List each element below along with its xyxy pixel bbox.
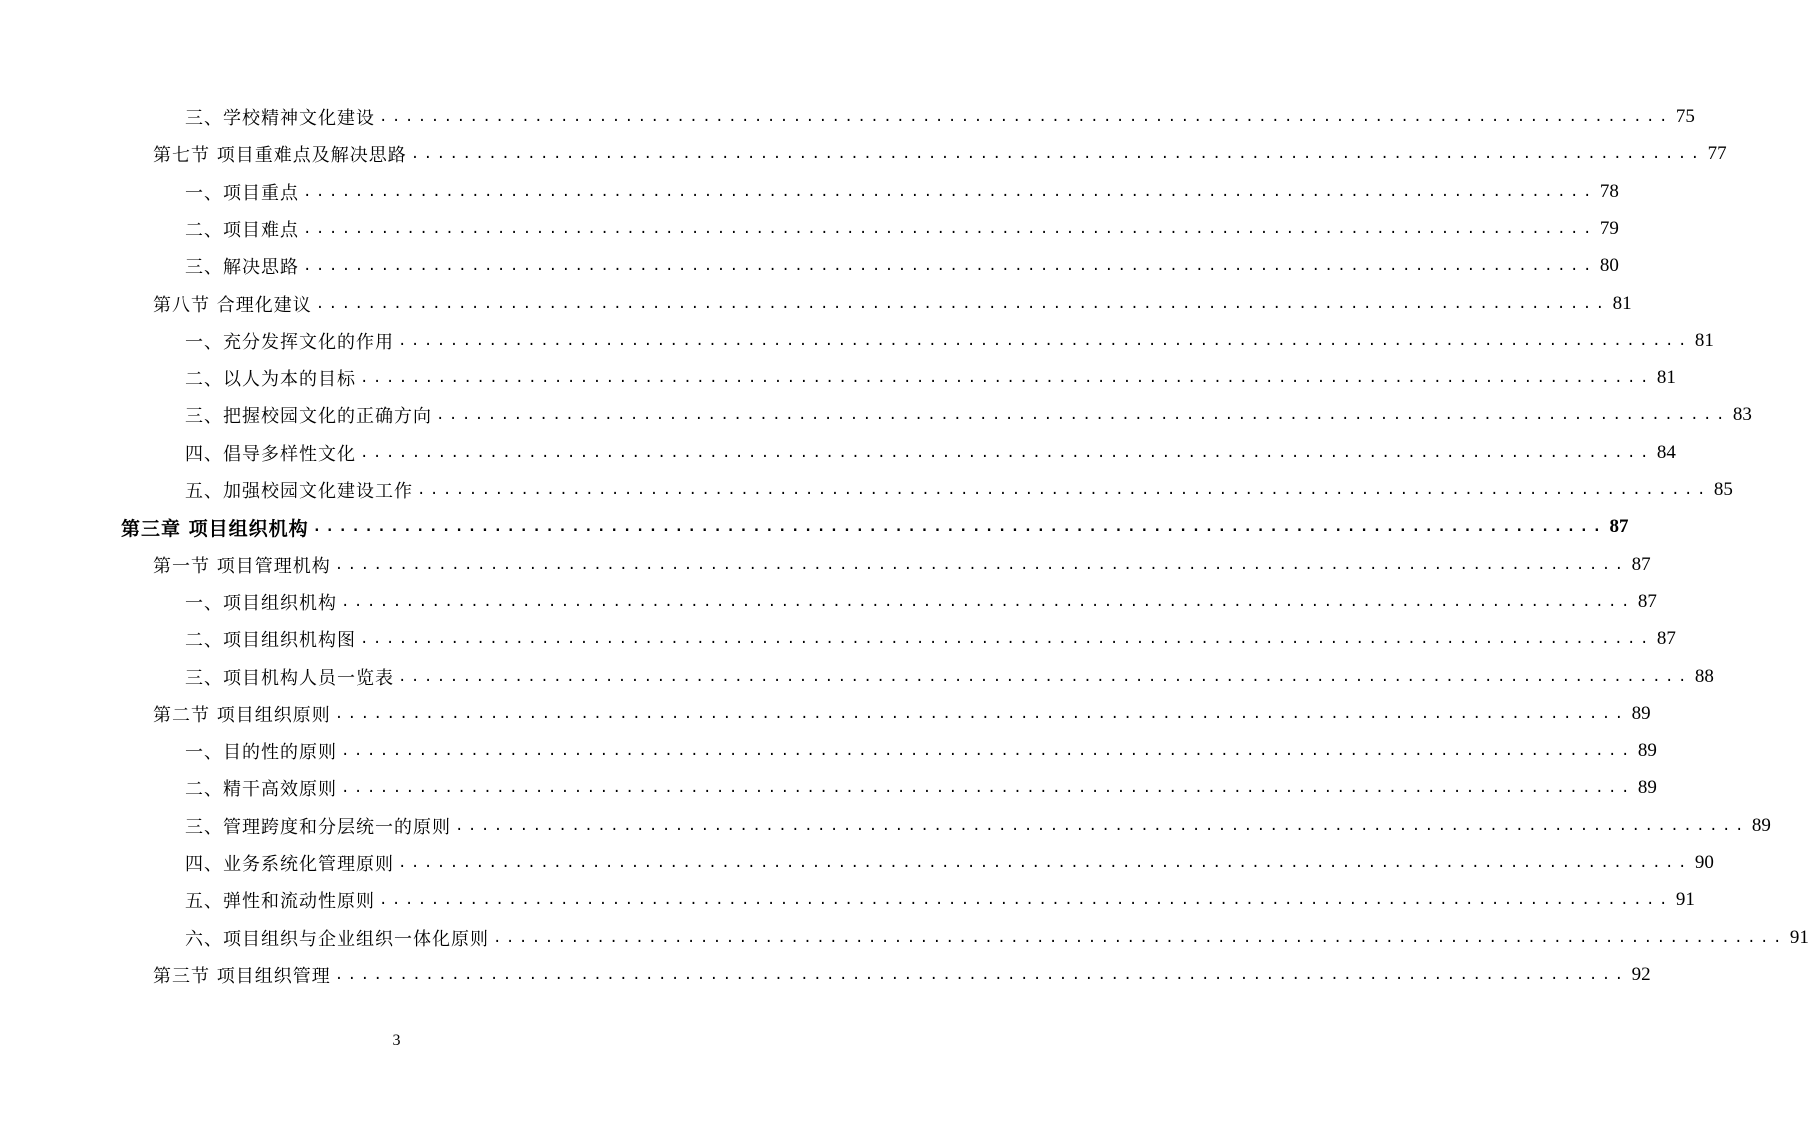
toc-entry-page: 90 (1694, 852, 1714, 873)
toc-dot-leader: .................................................................................................... (341, 593, 1634, 610)
toc-entry-page: 75 (1675, 106, 1695, 127)
toc-dot-leader: .................................................................................................... (398, 668, 1691, 685)
toc-chapter-entry[interactable] (121, 510, 1629, 544)
toc-entry-title: 一、项目重点 (185, 182, 299, 204)
toc-subsection-entry[interactable] (185, 660, 1714, 694)
toc-entry-title: 三、解决思路 (185, 257, 299, 279)
toc-subsection-entry[interactable] (185, 809, 1771, 843)
toc-entry-page: 87 (1656, 628, 1676, 650)
toc-subsection-entry[interactable] (185, 249, 1619, 283)
toc-dot-leader: .................................................................................................... (303, 258, 1596, 275)
toc-section-entry[interactable] (153, 137, 1727, 171)
toc-entry-title: 三、把握校园文化的正确方向 (185, 406, 432, 428)
toc-dot-leader: .................................................................................................... (334, 705, 1628, 722)
toc-entry-page: 92 (1631, 963, 1651, 985)
toc-subsection-entry[interactable] (185, 100, 1695, 134)
toc-dot-leader: .................................................................................................... (436, 407, 1729, 424)
toc-entry-page: 77 (1707, 143, 1727, 165)
toc-subsection-entry[interactable] (185, 212, 1619, 246)
toc-entry-page: 84 (1656, 441, 1676, 463)
toc-entry-title: 五、弹性和流动性原则 (185, 891, 375, 913)
toc-dot-leader: .................................................................................................... (360, 444, 1653, 461)
page-number: 3 (392, 1032, 401, 1049)
toc-subsection-entry[interactable] (185, 622, 1676, 656)
toc-entry-title: 三、管理跨度和分层统一的原则 (185, 816, 451, 838)
toc-entry-title: 四、业务系统化管理原则 (185, 854, 394, 875)
toc-entry-page: 79 (1599, 217, 1619, 239)
toc-dot-leader: .................................................................................................... (379, 109, 1672, 125)
toc-entry-title: 第三节 项目组织管理 (153, 965, 331, 987)
toc-subsection-entry[interactable] (185, 585, 1657, 619)
toc-entry-page: 91 (1789, 926, 1809, 948)
toc-entry-page: 81 (1694, 329, 1714, 351)
toc-subsection-entry[interactable] (185, 398, 1752, 432)
toc-dot-leader: .................................................................................................... (379, 892, 1672, 909)
toc-dot-leader: .................................................................................................... (315, 295, 1609, 312)
toc-entry-title: 二、项目难点 (185, 219, 299, 241)
toc-section-entry[interactable] (153, 697, 1651, 731)
toc-entry-page: 87 (1631, 553, 1651, 575)
toc-dot-leader: .................................................................................................... (303, 183, 1596, 200)
toc-entry-title: 六、项目组织与企业组织一体化原则 (185, 928, 489, 950)
toc-entry-page: 89 (1637, 777, 1657, 799)
toc-entry-title: 四、倡导多样性文化 (185, 443, 356, 465)
toc-entry-title: 第一节 项目管理机构 (153, 555, 331, 577)
toc-entry-title: 三、学校精神文化建设 (185, 108, 375, 129)
toc-entry-title: 一、项目组织机构 (185, 592, 337, 614)
toc-entry-title: 二、以人为本的目标 (185, 369, 356, 391)
toc-subsection-entry[interactable] (185, 175, 1619, 209)
toc-dot-leader: .................................................................................................... (455, 817, 1748, 834)
toc-dot-leader: .................................................................................................... (334, 966, 1628, 983)
toc-entry-page: 81 (1612, 292, 1632, 314)
toc-entry-page: 91 (1675, 889, 1695, 911)
toc-dot-leader: .................................................................................................... (398, 332, 1691, 349)
toc-dot-leader: .................................................................................................... (341, 780, 1634, 797)
toc-dot-leader: .................................................................................................... (417, 482, 1710, 498)
toc-entry-title: 二、精干高效原则 (185, 779, 337, 801)
toc-entry-title: 第二节 项目组织原则 (153, 704, 331, 726)
toc-entry-title: 一、充分发挥文化的作用 (185, 331, 394, 353)
toc-entry-page: 80 (1599, 255, 1619, 277)
toc-dot-leader: .................................................................................................... (341, 743, 1634, 760)
toc-subsection-entry[interactable] (185, 734, 1657, 768)
toc-entry-page: 87 (1637, 590, 1657, 612)
toc-entry-title: 第八节 合理化建议 (153, 294, 312, 316)
toc-entry-title: 第三章 项目组织机构 (121, 517, 309, 540)
toc-dot-leader: .................................................................................................... (360, 370, 1653, 387)
toc-entry-page: 89 (1637, 740, 1657, 762)
toc-subsection-entry[interactable] (185, 846, 1714, 880)
toc-dot-leader: .................................................................................................... (334, 556, 1628, 573)
toc-subsection-entry[interactable] (185, 473, 1733, 507)
toc-entry-title: 三、项目机构人员一览表 (185, 667, 394, 689)
toc-subsection-entry[interactable] (185, 921, 1809, 955)
toc-section-entry[interactable] (153, 287, 1632, 321)
toc-entry-title: 一、目的性的原则 (185, 742, 337, 764)
toc-entry-page: 85 (1713, 479, 1733, 500)
toc-entry-page: 89 (1631, 702, 1651, 724)
toc-subsection-entry[interactable] (185, 883, 1695, 917)
toc-dot-leader: .................................................................................................... (493, 929, 1786, 946)
toc-dot-leader: .................................................................................................... (312, 519, 1606, 536)
toc-entry-page: 81 (1656, 367, 1676, 389)
toc-subsection-entry[interactable] (185, 771, 1657, 805)
toc-dot-leader: .................................................................................................... (398, 855, 1691, 871)
toc-section-entry[interactable] (153, 548, 1651, 582)
toc-entry-title: 五、加强校园文化建设工作 (185, 481, 413, 502)
toc-entry-title: 第七节 项目重难点及解决思路 (153, 145, 407, 167)
toc-entry-page: 87 (1609, 516, 1629, 538)
toc-entry-page: 88 (1694, 665, 1714, 687)
toc-dot-leader: .................................................................................................... (303, 220, 1596, 237)
toc-entry-page: 89 (1751, 814, 1771, 836)
toc-dot-leader: .................................................................................................... (410, 146, 1704, 163)
toc-subsection-entry[interactable] (185, 436, 1676, 470)
toc-entry-page: 78 (1599, 180, 1619, 202)
toc-section-entry[interactable] (153, 958, 1651, 992)
toc-subsection-entry[interactable] (185, 324, 1714, 358)
toc-entry-title: 二、项目组织机构图 (185, 630, 356, 652)
toc-dot-leader: .................................................................................................... (360, 631, 1653, 648)
toc-subsection-entry[interactable] (185, 361, 1676, 395)
toc-entry-page: 83 (1732, 404, 1752, 426)
